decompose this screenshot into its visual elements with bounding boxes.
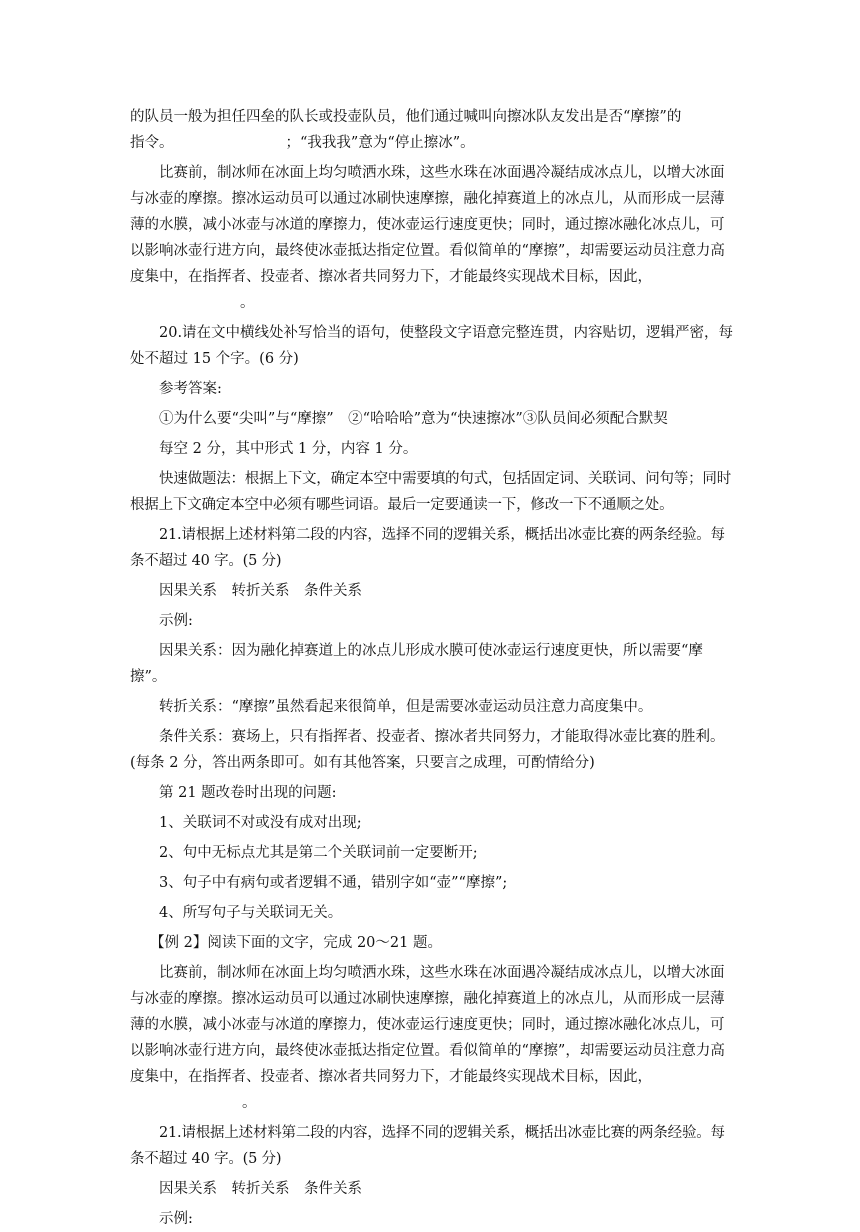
example-label: 示例: [159, 613, 193, 629]
logic-relations: 因果关系 转折关系 条件关系 [159, 583, 362, 599]
top-line-instruction [130, 130, 736, 156]
reference-answer-label: 参考答案: [159, 381, 222, 397]
instruction-text-tail: ；“我我我”意为“停止擦冰”。 [285, 135, 475, 151]
conditional-example: 条件关系：赛场上，只有指挥者、投壶者、擦冰者共同努力，才能取得冰壶比赛的胜利。(每条 2 分，答出两条即可。如有其他答案，只要言之成理，可酌情给分) [130, 729, 725, 771]
passage-end: 。 [242, 1095, 257, 1111]
example-2-question-21: 21.请根据上述材料第二段的内容，选择不同的逻辑关系，概括出冰壶比赛的两条经验。每条不超过 40 字。(5 分) [130, 1125, 725, 1167]
question-21: 21.请根据上述材料第二段的内容，选择不同的逻辑关系，概括出冰壶比赛的两条经验。每条不超过 40 字。(5 分) [130, 527, 725, 569]
passage-text: 比赛前，制冰师在冰面上均匀喷洒水珠，这些水珠在冰面遇冷凝结成冰点儿，以增大冰面与冰壶的摩擦。擦冰运动员可以通过冰刷快速摩擦，融化掉赛道上的冰点儿，从而形成一层薄薄的水膜，减小冰壶与冰道的摩擦力，使冰壶运行速度更快；同时，通过擦冰融化冰点儿，可以影响冰壶行进方向，最终使冰壶抵达指定位置。看似简单的“摩擦”，却需要运动员注意力高度集中，在指挥者、投壶者、擦冰者共同努力下，才能最终实现战术目标，因此， [130, 965, 725, 1085]
issue-item: 2、句中无标点尤其是第二个关联词前一定要断开; [159, 845, 478, 861]
example-2-logic-relations: 因果关系 转折关系 条件关系 [159, 1181, 362, 1197]
document-page [130, 104, 736, 1232]
example-2-passage [130, 960, 736, 1116]
quick-method: 快速做题法：根据上下文，确定本空中需要填的句式，包括固定词、关联词、问句等；同时根据上下文确定本空中必须有哪些词语。最后一定要通读一下，修改一下不通顺之处。 [130, 471, 731, 513]
issue-item: 4、所写句子与关联词无关。 [159, 905, 343, 921]
issues-title: 第 21 题改卷时出现的问题: [159, 785, 337, 801]
example-2-title: 【例 2】阅读下面的文字，完成 20～21 题。 [150, 935, 442, 951]
issue-item: 3、句子中有病句或者逻辑不通，错别字如“壶”“摩擦”; [159, 875, 508, 891]
causal-example: 因果关系：因为融化掉赛道上的冰点儿形成水膜可使冰壶运行速度更快，所以需要“摩擦”。 [130, 643, 703, 685]
instruction-text: 指令。 [130, 135, 174, 151]
passage-text: 比赛前，制冰师在冰面上均匀喷洒水珠，这些水珠在冰面遇冷凝结成冰点儿，以增大冰面与冰壶的摩擦。擦冰运动员可以通过冰刷快速摩擦，融化掉赛道上的冰点儿，从而形成一层薄薄的水膜，减小冰壶与冰道的摩擦力，使冰壶运行速度更快；同时，通过擦冰融化冰点儿，可以影响冰壶行进方向，最终使冰壶抵达指定位置。看似简单的“摩擦”，却需要运动员注意力高度集中，在指挥者、投壶者、擦冰者共同努力下，才能最终实现战术目标，因此， [130, 165, 725, 285]
issue-item: 1、关联词不对或没有成对出现; [159, 815, 362, 831]
passage-paragraph [130, 160, 736, 316]
question-20: 20.请在文中横线处补写恰当的语句，使整段文字语意完整连贯，内容贴切，逻辑严密，每处不超过 15 个字。(6 分) [130, 325, 734, 367]
scoring-rule: 每空 2 分，其中形式 1 分，内容 1 分。 [159, 441, 418, 457]
example-2-example-label: 示例: [159, 1211, 193, 1227]
reference-answer: ①为什么要“尖叫”与“摩擦” ②“哈哈哈”意为“快速擦冰”③队员间必须配合默契 [159, 411, 668, 427]
top-line: 的队员一般为担任四垒的队长或投壶队员，他们通过喊叫向擦冰队友发出是否“摩擦”的 [130, 109, 682, 125]
adversative-example: 转折关系：“摩擦”虽然看起来很简单，但是需要冰壶运动员注意力高度集中。 [159, 699, 653, 715]
passage-end: 。 [240, 295, 255, 311]
